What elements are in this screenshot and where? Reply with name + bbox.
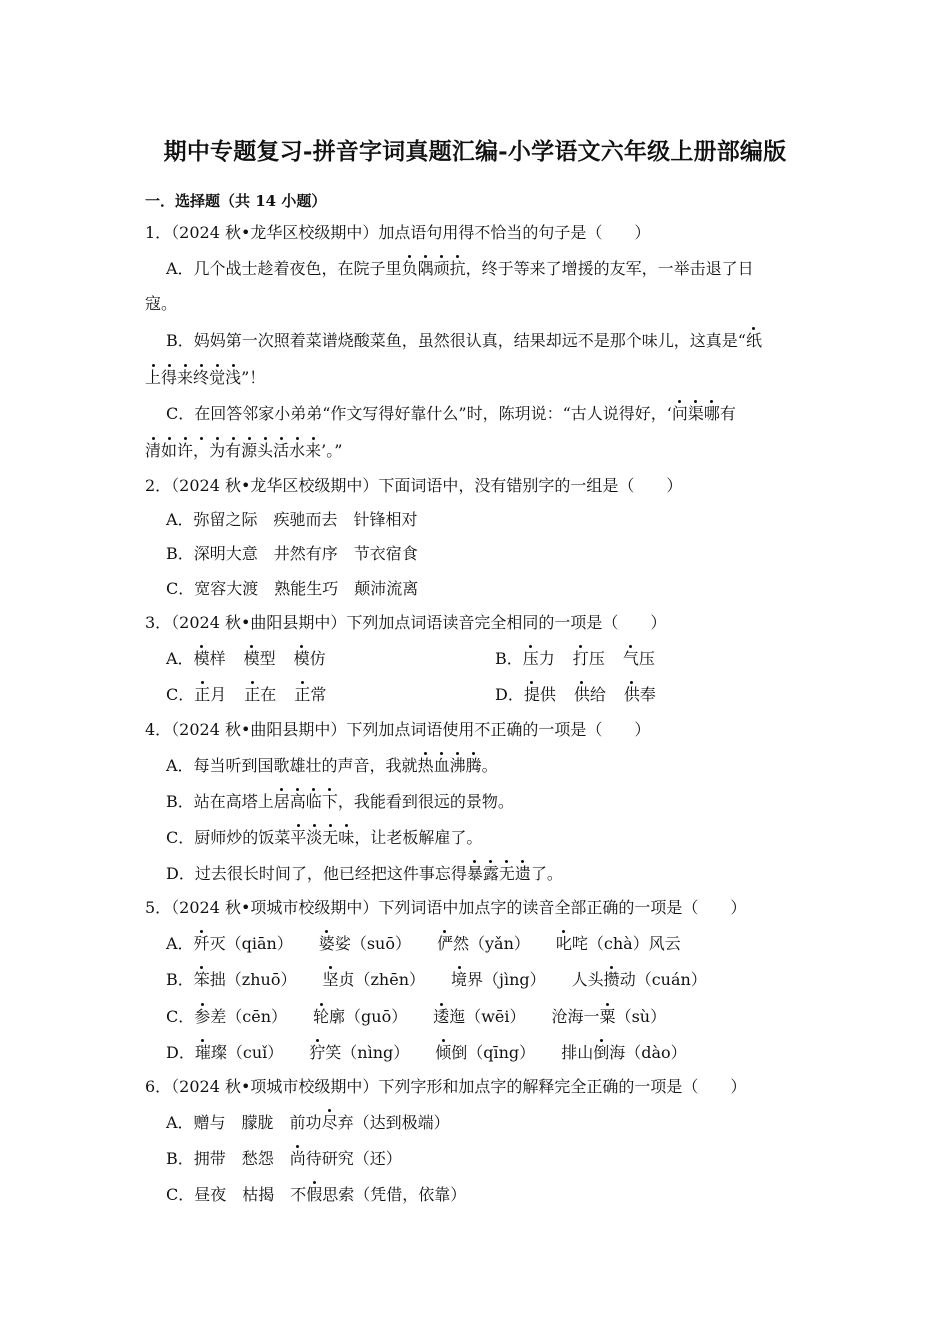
pinyin-item: 俨然（yǎn） <box>436 934 530 953</box>
word-item: 气压 <box>622 649 655 668</box>
question-1-option-c-cont: 清如许，为有源头活水来’。” <box>145 441 343 460</box>
pinyin-item: 排山倒海（dào） <box>561 1043 687 1062</box>
pinyin-item: 沧海一粟（sù） <box>551 1007 667 1026</box>
word-item: 供奉 <box>623 685 656 704</box>
word-item: 提供 <box>523 685 556 704</box>
question-3-option-b: B．压力 打压 气压 <box>495 649 655 668</box>
word-item: 供给 <box>573 685 606 704</box>
dotted-text: 热血沸腾 <box>417 756 482 775</box>
question-5-stem: 5．（2024 秋•项城市校级期中）下列词语中加点字的读音全部正确的一项是（ ） <box>145 898 747 917</box>
word-item: 模型 <box>243 649 276 668</box>
pinyin-item: C．参差（cēn） <box>166 1007 288 1026</box>
question-5-option-a <box>166 934 681 954</box>
word-item: 正常 <box>294 685 327 704</box>
word-item: 打压 <box>572 649 605 668</box>
word-item: 模仿 <box>293 649 326 668</box>
question-6-option-c: C．昼夜 枯揭 不假思索（凭借，依靠） <box>166 1185 467 1204</box>
dotted-text: 上得来终觉浅 <box>145 368 242 387</box>
pinyin-item: 狞笑（nìng） <box>309 1043 410 1062</box>
question-1-option-a-cont: 寇。 <box>145 294 178 313</box>
question-4-option-a: A．每当听到国歌雄壮的声音，我就热血沸腾。 <box>166 756 498 775</box>
question-4-option-d: D．过去很长时间了，他已经把这件事忘得暴露无遗了。 <box>166 864 563 883</box>
question-1-stem: 1．（2024 秋•龙华区校级期中）加点语句用得不恰当的句子是（ ） <box>145 223 651 242</box>
pinyin-item: 婆娑（suō） <box>318 934 411 953</box>
pinyin-item: 人头攒动（cuán） <box>571 970 707 989</box>
dotted-text: 平淡无味 <box>290 828 355 847</box>
question-2-option-b: B．深明大意 井然有序 节衣宿食 <box>166 544 418 563</box>
pinyin-item: 倾倒（qīng） <box>435 1043 536 1062</box>
question-2-option-c: C．宽容大渡 熟能生巧 颠沛流离 <box>166 579 419 598</box>
question-6-option-b: B．拥带 愁怨 尚待研究（还） <box>166 1149 402 1168</box>
question-3-stem: 3．（2024 秋•曲阳县期中）下列加点词语读音完全相同的一项是（ ） <box>145 613 667 632</box>
question-5-option-d <box>166 1043 687 1063</box>
pinyin-item: 坚贞（zhēn） <box>322 970 425 989</box>
question-5-option-b <box>166 970 707 990</box>
pinyin-item: D．璀璨（cuǐ） <box>166 1043 284 1062</box>
pinyin-item: 境界（jìng） <box>451 970 546 989</box>
word-item: 正月 <box>194 685 227 704</box>
question-1-option-b: B．妈妈第一次照着菜谱烧酸菜鱼，虽然很认真，结果却远不是那个味儿，这真是“纸 <box>166 331 762 350</box>
dotted-text: 假 <box>306 1185 323 1204</box>
question-1-option-b-cont: 上得来终觉浅”！ <box>145 368 266 387</box>
pinyin-item: 轮廓（guō） <box>313 1007 408 1026</box>
dotted-text: 居高临下 <box>273 792 338 811</box>
dotted-text: 暴露无遗 <box>466 864 531 883</box>
question-4-option-c: C．厨师炒的饭菜平淡无味，让老板解雇了。 <box>166 828 483 847</box>
word-item: 模样 <box>193 649 226 668</box>
question-6-option-a: A．赠与 朦胧 前功尽弃（达到极端） <box>166 1113 450 1132</box>
question-3-option-d: D．提供 供给 供奉 <box>495 685 656 704</box>
dotted-text: 问渠哪 <box>671 404 720 423</box>
dotted-text: 清如许，为有源头活水来 <box>145 441 322 460</box>
dotted-text: 尽 <box>321 1113 338 1132</box>
dotted-text: 纸 <box>745 331 762 350</box>
question-1-option-c: C．在回答邻家小弟弟“作文写得好靠什么”时，陈玥说：“古人说得好，‘问渠哪有 <box>166 404 736 423</box>
question-3-option-c: C．正月 正在 正常 <box>166 685 327 704</box>
question-6-stem: 6．（2024 秋•项城市校级期中）下列字形和加点字的解释完全正确的一项是（ ） <box>145 1077 747 1096</box>
question-4-option-b: B．站在高塔上居高临下，我能看到很远的景物。 <box>166 792 514 811</box>
question-5-option-c <box>166 1007 666 1027</box>
question-1-option-a: A．几个战士趁着夜色，在院子里负隅顽抗，终于等来了增援的友军，一举击退了日 <box>166 259 754 278</box>
pinyin-item: B．笨拙（zhuō） <box>166 970 297 989</box>
question-2-option-a: A．弥留之际 疾驰而去 针锋相对 <box>166 510 418 529</box>
pinyin-item: 逶迤（wēi） <box>433 1007 526 1026</box>
word-item: 压力 <box>522 649 555 668</box>
pinyin-item: 叱咤（chà）风云 <box>555 934 681 953</box>
page-title: 期中专题复习-拼音字词真题汇编-小学语文六年级上册部编版 <box>163 138 787 165</box>
dotted-text: 尚 <box>289 1149 306 1168</box>
pinyin-item: A．歼灭（qiān） <box>166 934 293 953</box>
section-heading: 一．选择题（共 14 小题） <box>145 192 327 210</box>
word-item: 正在 <box>244 685 277 704</box>
dotted-text: 负隅顽抗 <box>401 259 466 278</box>
question-4-stem: 4．（2024 秋•曲阳县期中）下列加点词语使用不正确的一项是（ ） <box>145 720 651 739</box>
question-2-stem: 2．（2024 秋•龙华区校级期中）下面词语中，没有错别字的一组是（ ） <box>145 476 683 495</box>
question-3-option-a: A．模样 模型 模仿 <box>166 649 326 668</box>
